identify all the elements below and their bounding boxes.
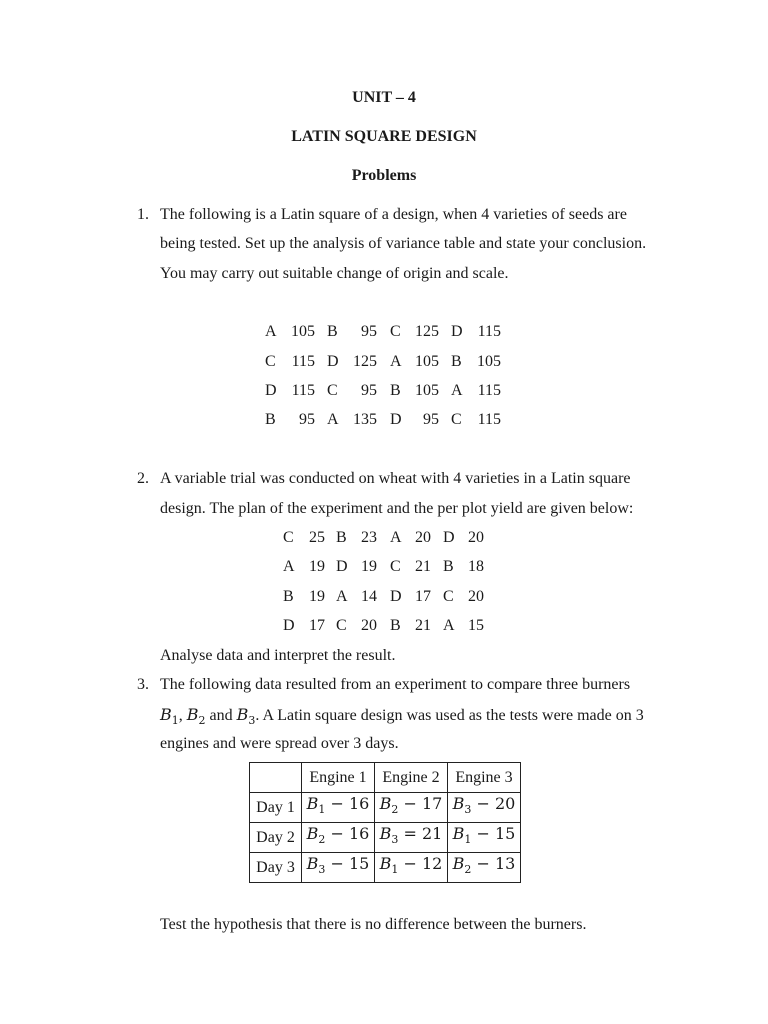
column-header: Engine 2 [375, 763, 448, 793]
square-letter: C [327, 382, 338, 399]
table-row [250, 793, 521, 823]
table-header-row [250, 763, 521, 793]
table-cell: $B_3 - 20$ [448, 793, 521, 823]
square-value: 20 [468, 529, 484, 546]
square-value: 21 [415, 617, 431, 634]
square-value: 125 [353, 353, 377, 370]
problem-1-line-1: The following is a Latin square of a design, when 4 varieties of seeds are [160, 206, 627, 223]
square-value: 115 [291, 353, 315, 370]
problem-2-number: 2. [137, 470, 149, 487]
square-value: 17 [309, 617, 325, 634]
square-value: 23 [361, 529, 377, 546]
square-letter: B [283, 588, 294, 605]
table-cell: $B_2 - 17$ [375, 793, 448, 823]
problem-3-line-3: engines and were spread over 3 days. [160, 735, 399, 752]
square-letter: B [336, 529, 347, 546]
square-value: 115 [477, 382, 501, 399]
square-letter: A [265, 323, 277, 340]
square-letter: B [265, 411, 276, 428]
problem-3-number: 3. [137, 676, 149, 693]
square-letter: A [390, 529, 402, 546]
row-label: Day 3 [250, 853, 302, 883]
burner-symbol: $B_3$ [236, 705, 256, 728]
square-value: 105 [291, 323, 315, 340]
square-value: 20 [468, 588, 484, 605]
square-letter: D [390, 411, 402, 428]
square-value: 19 [309, 558, 325, 575]
row-label: Day 1 [250, 793, 302, 823]
square-letter: A [327, 411, 339, 428]
square-value: 105 [477, 353, 501, 370]
square-value: 115 [477, 323, 501, 340]
square-letter: B [451, 353, 462, 370]
square-letter: D [283, 617, 295, 634]
table-cell: $B_3 - 15$ [302, 853, 375, 883]
square-value: 18 [468, 558, 484, 575]
square-value: 20 [361, 617, 377, 634]
square-letter: D [265, 382, 277, 399]
square-letter: D [451, 323, 463, 340]
square-letter: D [336, 558, 348, 575]
square-value: 95 [361, 382, 377, 399]
square-letter: B [443, 558, 454, 575]
table-corner-cell [250, 763, 302, 793]
square-value: 115 [291, 382, 315, 399]
square-value: 105 [415, 353, 439, 370]
square-value: 19 [309, 588, 325, 605]
unit-heading: UNIT – 4 [352, 89, 416, 106]
problem-2-line-2: design. The plan of the experiment and the per plot yield are given below: [160, 500, 634, 517]
square-letter: C [443, 588, 454, 605]
problem-3-line-2: $B_1$, $B_2$ and $B_3$. A Latin square design was used as the tests were made on 3 [160, 705, 644, 728]
square-value: 15 [468, 617, 484, 634]
square-letter: A [336, 588, 348, 605]
burner-symbol: $B_1$ [160, 705, 179, 728]
square-letter: D [390, 588, 402, 605]
square-value: 14 [361, 588, 377, 605]
problem-2-instruction: Analyse data and interpret the result. [160, 647, 396, 664]
table-cell: $B_1 - 16$ [302, 793, 375, 823]
square-letter: A [443, 617, 455, 634]
square-letter: B [390, 382, 401, 399]
table-row [250, 823, 521, 853]
square-value: 95 [299, 411, 315, 428]
column-header: Engine 3 [448, 763, 521, 793]
square-letter: A [390, 353, 402, 370]
table-cell: $B_1 - 15$ [448, 823, 521, 853]
burner-symbol: $B_2$ [186, 705, 206, 728]
square-value: 125 [415, 323, 439, 340]
square-letter: A [451, 382, 463, 399]
problem-1-line-3: You may carry out suitable change of origin and scale. [160, 265, 509, 282]
square-value: 105 [415, 382, 439, 399]
problem-2-line-1: A variable trial was conducted on wheat with 4 varieties in a Latin square [160, 470, 631, 487]
square-letter: C [451, 411, 462, 428]
burner-table [249, 762, 521, 883]
square-letter: D [327, 353, 339, 370]
square-value: 95 [361, 323, 377, 340]
section-subtitle: Problems [351, 167, 417, 184]
square-value: 21 [415, 558, 431, 575]
table-cell: $B_2 - 16$ [302, 823, 375, 853]
square-value: 17 [415, 588, 431, 605]
problem-1-number: 1. [137, 206, 149, 223]
square-letter: C [265, 353, 276, 370]
table-row [250, 853, 521, 883]
square-value: 25 [309, 529, 325, 546]
column-header: Engine 1 [302, 763, 375, 793]
square-letter: A [283, 558, 295, 575]
square-letter: C [390, 558, 401, 575]
square-value: 115 [477, 411, 501, 428]
table-cell: $B_1 - 12$ [375, 853, 448, 883]
square-letter: B [327, 323, 338, 340]
problem-1-line-2: being tested. Set up the analysis of variance table and state your conclusion. [160, 235, 647, 252]
row-label: Day 2 [250, 823, 302, 853]
square-value: 19 [361, 558, 377, 575]
problem-3-conclusion: Test the hypothesis that there is no difference between the burners. [160, 916, 587, 933]
document-title: LATIN SQUARE DESIGN [291, 128, 477, 145]
square-value: 95 [423, 411, 439, 428]
square-letter: C [390, 323, 401, 340]
square-value: 135 [353, 411, 377, 428]
square-letter: C [283, 529, 294, 546]
square-letter: B [390, 617, 401, 634]
table-cell: $B_2 - 13$ [448, 853, 521, 883]
table-cell: $B_3 = 21$ [375, 823, 448, 853]
square-letter: C [336, 617, 347, 634]
problem-3-line-1: The following data resulted from an experiment to compare three burners [160, 676, 631, 693]
square-letter: D [443, 529, 455, 546]
square-value: 20 [415, 529, 431, 546]
